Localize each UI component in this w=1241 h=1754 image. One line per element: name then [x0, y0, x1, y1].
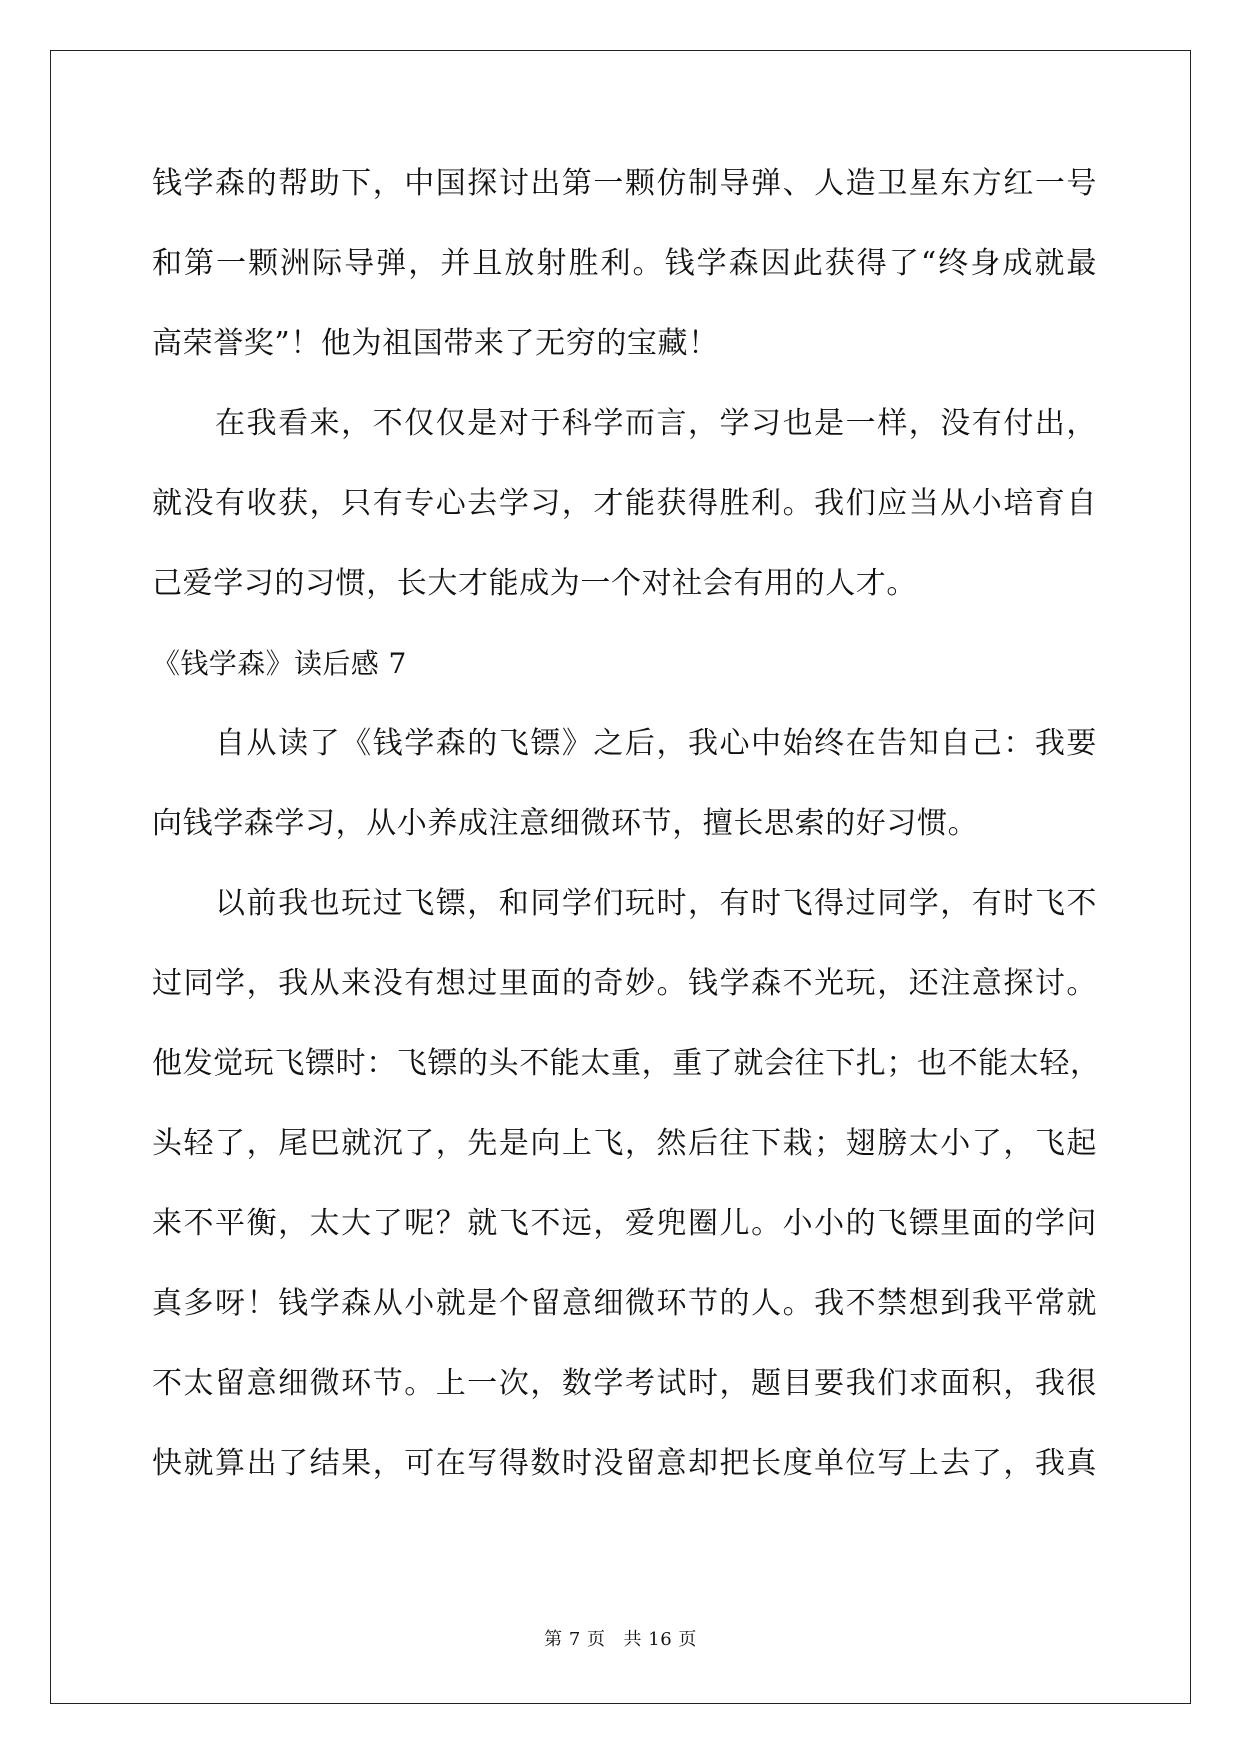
text-line: 不太留意细微环节。上一次，数学考试时，题目要我们求面积，我很 — [152, 1366, 1097, 1401]
text-line: 己爱学习的习惯，长大才能成为一个对社会有用的人才。 — [152, 566, 917, 601]
text-line: 真多呀！钱学森从小就是个留意细微环节的人。我不禁想到我平常就 — [152, 1286, 1097, 1321]
document-body — [152, 160, 1101, 1520]
page-footer — [0, 1625, 1241, 1651]
text-line: 来不平衡，太大了呢？就飞不远，爱兜圈儿。小小的飞镖里面的学问 — [152, 1206, 1097, 1241]
page-number: 第 7 页 — [544, 1629, 606, 1650]
paragraph-start-line: 自从读了《钱学森的飞镖》之后，我心中始终在告知自己：我要 — [215, 726, 1097, 761]
text-line: 高荣誉奖”！他为祖国带来了无穷的宝藏！ — [152, 326, 719, 361]
section-heading: 《钱学森》读后感 7 — [152, 647, 407, 680]
paragraph-start-line: 在我看来，不仅仅是对于科学而言，学习也是一样，没有付出， — [215, 406, 1097, 441]
text-line: 向钱学森学习，从小养成注意细微环节，擅长思索的好习惯。 — [152, 806, 979, 841]
text-line: 就没有收获，只有专心去学习，才能获得胜利。我们应当从小培育自 — [152, 486, 1097, 521]
text-line: 和第一颗洲际导弹，并且放射胜利。钱学森因此获得了“终身成就最 — [152, 246, 1097, 281]
page-total: 共 16 页 — [623, 1629, 697, 1650]
text-line: 他发觉玩飞镖时：飞镖的头不能太重，重了就会往下扎；也不能太轻， — [152, 1046, 1101, 1081]
text-line: 快就算出了结果，可在写得数时没留意却把长度单位写上去了，我真 — [152, 1446, 1097, 1481]
text-line: 过同学，我从来没有想过里面的奇妙。钱学森不光玩，还注意探讨。 — [152, 966, 1097, 1001]
text-line: 钱学森的帮助下，中国探讨出第一颗仿制导弹、人造卫星东方红一号 — [152, 166, 1097, 201]
paragraph-start-line: 以前我也玩过飞镖，和同学们玩时，有时飞得过同学，有时飞不 — [215, 886, 1097, 921]
text-line: 头轻了，尾巴就沉了，先是向上飞，然后往下栽；翅膀太小了，飞起 — [152, 1126, 1097, 1161]
